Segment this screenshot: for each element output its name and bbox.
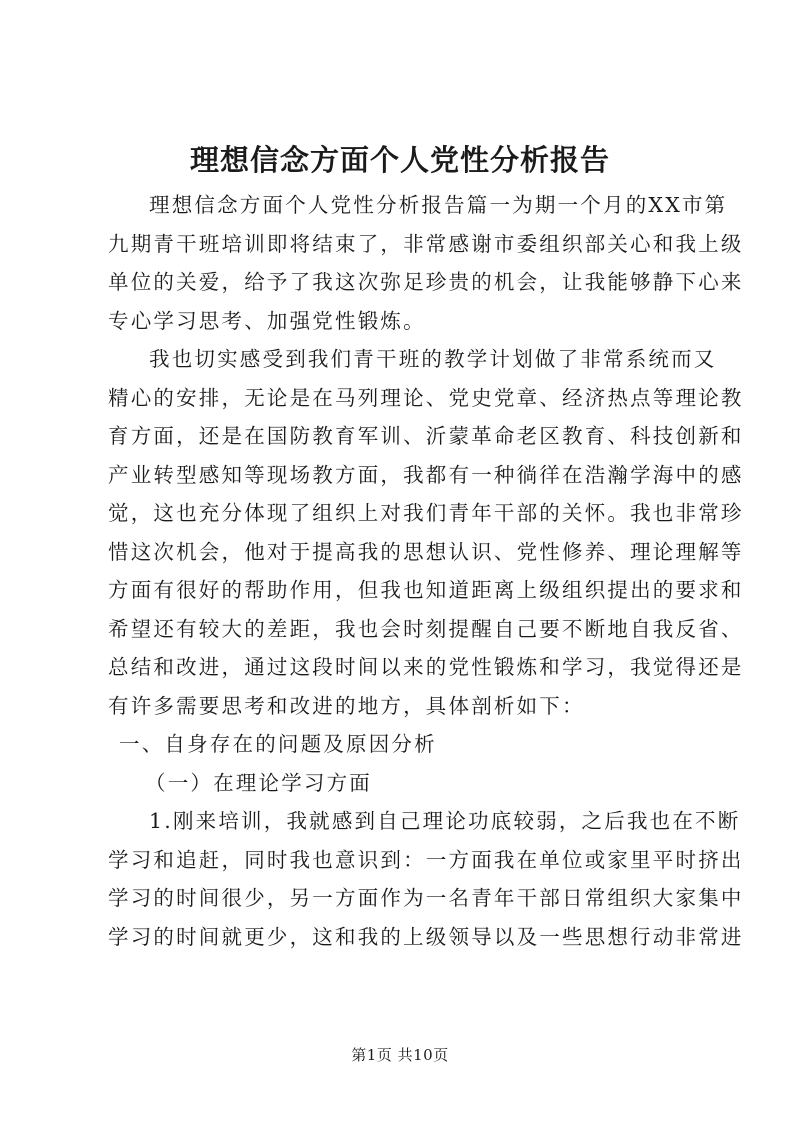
text-line: 专心学习思考、加强党性锻炼。	[108, 308, 426, 333]
text-line: 希望还有较大的差距，我也会时刻提醒自己要不断地自我反省、	[108, 616, 744, 641]
text-line: 有许多需要思考和改进的地方，具体剖析如下：	[108, 693, 585, 718]
text-line: 产业转型感知等现场教方面，我都有一种徜徉在浩瀚学海中的感	[108, 462, 744, 487]
text-line: 觉，这也充分体现了组织上对我们青年干部的关怀。我也非常珍	[108, 501, 744, 525]
document-title: 理想信念方面个人党性分析报告	[189, 143, 610, 177]
text-line: 学习的时间很少，另一方面作为一名青年干部日常组织大家集中	[108, 886, 744, 910]
text-line: 精心的安排，无论是在马列理论、党史党章、经济热点等理论教	[108, 385, 744, 410]
document-body	[108, 186, 744, 956]
text-line: 单位的关爱，给予了我这次弥足珍贵的机会，让我能够静下心来	[108, 270, 744, 294]
text-line: 1.刚来培训，我就感到自己理论功底较弱，之后我也在不断	[149, 809, 741, 833]
page-number-footer: 第1页 共10页	[351, 1046, 449, 1064]
text-line: 惜这次机会，他对于提高我的思想认识、党性修养、理论理解等	[108, 539, 744, 564]
text-line: 学习的时间就更少，这和我的上级领导以及一些思想行动非常进	[108, 924, 744, 949]
text-line: 育方面，还是在国防教育军训、沂蒙革命老区教育、科技创新和	[108, 424, 744, 448]
paragraph-training	[108, 340, 744, 725]
section-heading: 一、自身存在的问题及原因分析	[119, 732, 437, 756]
text-line: 九期青干班培训即将结束了，非常感谢市委组织部关心和我上级	[108, 231, 744, 256]
text-line: 理想信念方面个人党性分析报告篇一为期一个月的XX市第	[149, 193, 728, 217]
text-line: 方面有很好的帮助作用，但我也知道距离上级组织提出的要求和	[108, 578, 744, 602]
text-line: 我也切实感受到我们青干班的教学计划做了非常系统而又	[149, 347, 717, 371]
subsection-heading: （一）在理论学习方面	[145, 770, 372, 795]
paragraph-intro	[108, 186, 744, 340]
text-line: 总结和改进，通过这段时间以来的党性锻炼和学习，我觉得还是	[108, 655, 744, 679]
text-line: 学习和追赶，同时我也意识到：一方面我在单位或家里平时挤出	[108, 847, 744, 872]
paragraph-theory-study	[108, 802, 744, 956]
